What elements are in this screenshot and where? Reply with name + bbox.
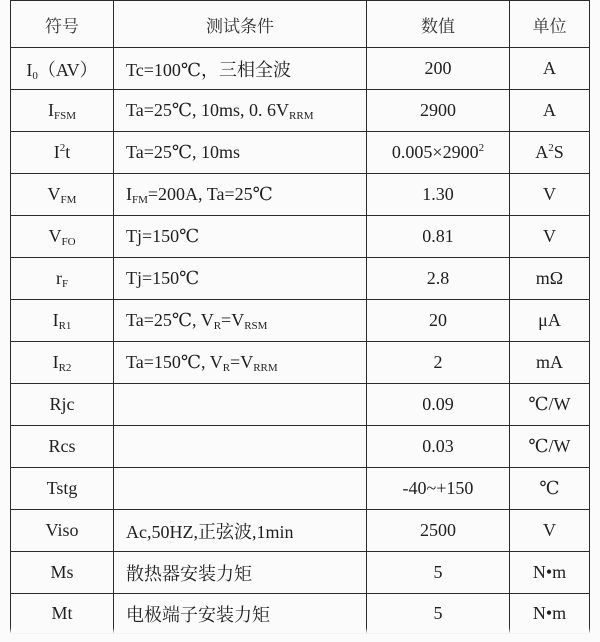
symbol-cell: $I_{R1}$ — [11, 300, 114, 342]
unit-cell: ℃/W — [510, 426, 590, 468]
value-cell: 2 — [367, 342, 510, 384]
table-row — [11, 174, 590, 216]
symbol-cell: $I_0(AV)$ — [11, 48, 114, 90]
header-condition: 测试条件 — [114, 1, 367, 48]
table-row — [11, 258, 590, 300]
condition-cell: Ta=25℃, 10ms, 0. $6V_{RRM}$ — [114, 90, 367, 132]
table-row — [11, 426, 590, 468]
value-cell: 200 — [367, 48, 510, 90]
unit-cell: mΩ — [510, 258, 590, 300]
parameter-table — [10, 0, 590, 634]
symbol-cell: $r_F$ — [11, 258, 114, 300]
symbol-cell: $I_{R2}$ — [11, 342, 114, 384]
unit-cell: mA — [510, 342, 590, 384]
unit-cell: V — [510, 216, 590, 258]
condition-cell: Tj=150℃ — [114, 216, 367, 258]
symbol-cell: Mt — [11, 594, 114, 634]
unit-cell: $A^2S$ — [510, 132, 590, 174]
symbol-cell: Viso — [11, 510, 114, 552]
symbol-cell: $V_{FM}$ — [11, 174, 114, 216]
table-row — [11, 468, 590, 510]
condition-cell: 散热器安装力矩 — [114, 552, 367, 594]
value-cell: 5 — [367, 552, 510, 594]
value-cell: 20 — [367, 300, 510, 342]
value-cell: $0.005\times 2900^2$ — [367, 132, 510, 174]
unit-cell: N•m — [510, 552, 590, 594]
condition-cell — [114, 468, 367, 510]
symbol-cell: $I^2t$ — [11, 132, 114, 174]
value-cell: 1.30 — [367, 174, 510, 216]
table-row — [11, 342, 590, 384]
value-cell: 0.03 — [367, 426, 510, 468]
condition-cell: $I_{FM}=200A$, Ta=25℃ — [114, 174, 367, 216]
table-row — [11, 552, 590, 594]
header-symbol: 符号 — [11, 1, 114, 48]
unit-cell: A — [510, 48, 590, 90]
symbol-cell: $V_{FO}$ — [11, 216, 114, 258]
unit-cell: ℃/W — [510, 384, 590, 426]
unit-cell: V — [510, 174, 590, 216]
condition-cell: Tc=100℃，三相全波 — [114, 48, 367, 90]
unit-cell: μA — [510, 300, 590, 342]
table-header-row — [11, 1, 590, 48]
condition-cell — [114, 426, 367, 468]
table-row — [11, 132, 590, 174]
symbol-cell: Ms — [11, 552, 114, 594]
header-unit: 单位 — [510, 1, 590, 48]
condition-cell: Ac,50HZ,正弦波,1min — [114, 510, 367, 552]
condition-cell: 电极端子安装力矩 — [114, 594, 367, 634]
table-row — [11, 384, 590, 426]
condition-cell: Ta=25℃, $V_R=V_{RSM}$ — [114, 300, 367, 342]
table-row — [11, 90, 590, 132]
value-cell: 0.09 — [367, 384, 510, 426]
symbol-cell: Rcs — [11, 426, 114, 468]
unit-cell: A — [510, 90, 590, 132]
value-cell: 5 — [367, 594, 510, 634]
symbol-cell: Tstg — [11, 468, 114, 510]
symbol-cell: Rjc — [11, 384, 114, 426]
symbol-cell: $I_{FSM}$ — [11, 90, 114, 132]
value-cell: 2900 — [367, 90, 510, 132]
value-cell: 2.8 — [367, 258, 510, 300]
table-row — [11, 48, 590, 90]
header-value: 数值 — [367, 1, 510, 48]
value-cell: 0.81 — [367, 216, 510, 258]
condition-cell: Ta=150℃, $V_R=V_{RRM}$ — [114, 342, 367, 384]
table-row — [11, 510, 590, 552]
bottom-crop-fade — [0, 628, 600, 642]
condition-cell — [114, 384, 367, 426]
table-row — [11, 300, 590, 342]
condition-cell: Tj=150℃ — [114, 258, 367, 300]
table-row — [11, 216, 590, 258]
unit-cell: N•m — [510, 594, 590, 634]
value-cell: -40~+150 — [367, 468, 510, 510]
value-cell: 2500 — [367, 510, 510, 552]
unit-cell: V — [510, 510, 590, 552]
unit-cell: ℃ — [510, 468, 590, 510]
condition-cell: Ta=25℃, 10ms — [114, 132, 367, 174]
